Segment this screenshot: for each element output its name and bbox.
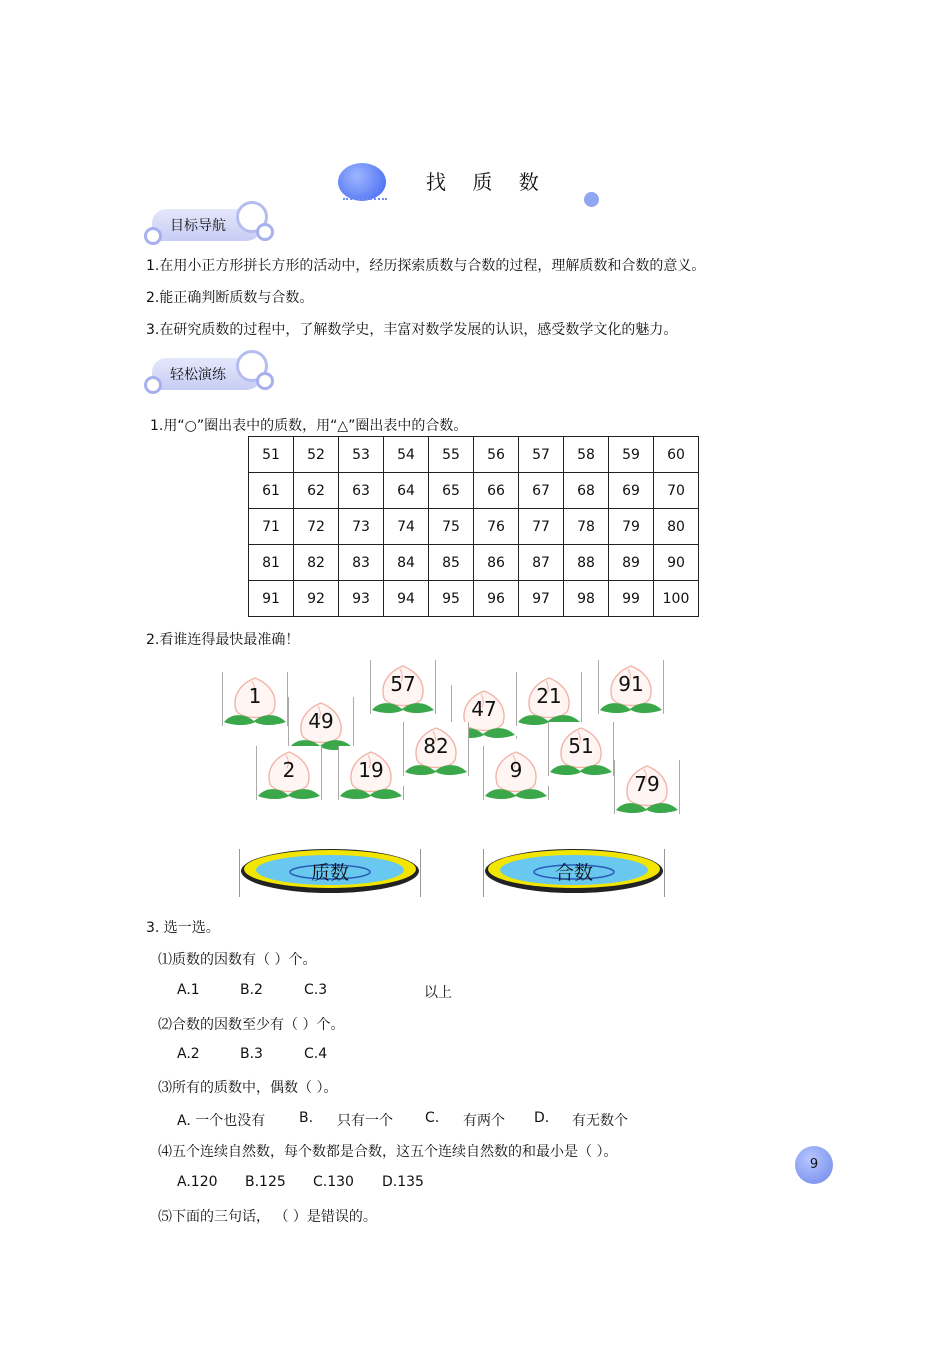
table-cell[interactable]: 59 — [609, 437, 654, 473]
table-cell[interactable]: 74 — [384, 509, 429, 545]
table-cell[interactable]: 56 — [474, 437, 519, 473]
section-label: 目标导航 — [170, 218, 226, 234]
plate-prime[interactable] — [239, 845, 421, 897]
section-label: 轻松演练 — [170, 367, 226, 383]
peach-number: 21 — [536, 684, 562, 708]
plate-label: 质数 — [310, 862, 349, 884]
title-decoration-dot — [584, 192, 599, 207]
peach-number: 57 — [390, 672, 416, 696]
peach-card[interactable] — [614, 760, 680, 824]
table-cell[interactable]: 83 — [339, 545, 384, 581]
option[interactable]: 有无数个 — [572, 1113, 628, 1129]
table-cell[interactable]: 79 — [609, 509, 654, 545]
option[interactable]: 只有一个 — [337, 1113, 393, 1129]
table-row — [249, 545, 699, 581]
option[interactable]: 有两个 — [463, 1113, 505, 1129]
plate-composite[interactable] — [483, 845, 665, 897]
sub-question-3: ⑶所有的质数中，偶数（ ）。 — [158, 1080, 338, 1096]
sub-question-1: ⑴质数的因数有（ ）个。 — [158, 952, 317, 968]
badge-ring — [144, 376, 162, 394]
title-decoration-blob — [338, 163, 386, 201]
table-cell[interactable]: 85 — [429, 545, 474, 581]
goal-line: 1.在用小正方形拼长方形的活动中，经历探索质数与合数的过程，理解质数和合数的意义。 — [146, 258, 706, 274]
option[interactable]: 以上 — [424, 985, 452, 1001]
sub-question-5: ⑸下面的三句话， （ ）是错误的。 — [158, 1209, 377, 1225]
table-cell[interactable]: 60 — [654, 437, 699, 473]
table-cell[interactable]: 75 — [429, 509, 474, 545]
plate-label: 合数 — [554, 862, 593, 884]
peach-number: 51 — [568, 734, 594, 758]
table-cell[interactable]: 55 — [429, 437, 474, 473]
option[interactable]: A. 一个也没有 — [177, 1113, 266, 1129]
table-cell[interactable]: 84 — [384, 545, 429, 581]
option[interactable]: B.125 — [245, 1174, 286, 1190]
table-cell[interactable]: 94 — [384, 581, 429, 617]
peach-card[interactable] — [256, 746, 322, 810]
table-cell[interactable]: 65 — [429, 473, 474, 509]
table-cell[interactable]: 81 — [249, 545, 294, 581]
table-cell[interactable]: 82 — [294, 545, 339, 581]
table-row — [249, 437, 699, 473]
table-cell[interactable]: 63 — [339, 473, 384, 509]
table-cell[interactable]: 100 — [654, 581, 699, 617]
table-cell[interactable]: 99 — [609, 581, 654, 617]
table-cell[interactable]: 92 — [294, 581, 339, 617]
table-cell[interactable]: 78 — [564, 509, 609, 545]
peach-card[interactable] — [483, 746, 549, 810]
table-cell[interactable]: 76 — [474, 509, 519, 545]
table-cell[interactable]: 57 — [519, 437, 564, 473]
table-cell[interactable]: 72 — [294, 509, 339, 545]
option[interactable]: A.1 — [177, 982, 200, 998]
table-cell[interactable]: 73 — [339, 509, 384, 545]
option[interactable]: C.130 — [313, 1174, 354, 1190]
peach-card[interactable] — [403, 722, 469, 786]
option[interactable]: B.2 — [240, 982, 263, 998]
table-cell[interactable]: 91 — [249, 581, 294, 617]
table-cell[interactable]: 80 — [654, 509, 699, 545]
section-badge-practice — [144, 350, 274, 396]
table-cell[interactable]: 95 — [429, 581, 474, 617]
table-cell[interactable]: 90 — [654, 545, 699, 581]
page-title: 找 质 数 — [426, 170, 549, 194]
table-cell[interactable]: 53 — [339, 437, 384, 473]
table-cell[interactable]: 88 — [564, 545, 609, 581]
section-badge-goals — [144, 201, 274, 247]
peach-number: 82 — [423, 734, 449, 758]
table-cell[interactable]: 52 — [294, 437, 339, 473]
option-letter[interactable]: C. — [425, 1110, 440, 1126]
goal-line: 3.在研究质数的过程中，了解数学史，丰富对数学发展的认识，感受数学文化的魅力。 — [146, 322, 678, 338]
table-cell[interactable]: 64 — [384, 473, 429, 509]
peach-number: 49 — [308, 709, 334, 733]
sub-question-2: ⑵合数的因数至少有（ ）个。 — [158, 1017, 345, 1033]
table-cell[interactable]: 67 — [519, 473, 564, 509]
peach-card[interactable] — [338, 746, 404, 810]
option[interactable]: A.2 — [177, 1046, 200, 1062]
table-cell[interactable]: 54 — [384, 437, 429, 473]
peach-number: 9 — [509, 758, 523, 782]
table-cell[interactable]: 66 — [474, 473, 519, 509]
table-cell[interactable]: 87 — [519, 545, 564, 581]
table-cell[interactable]: 98 — [564, 581, 609, 617]
table-cell[interactable]: 70 — [654, 473, 699, 509]
table-row — [249, 581, 699, 617]
peach-number: 47 — [471, 697, 497, 721]
peach-card[interactable] — [222, 672, 288, 736]
badge-ring — [144, 227, 162, 245]
number-table — [248, 436, 699, 617]
peach-number: 79 — [634, 772, 660, 796]
peach-number: 1 — [248, 684, 262, 708]
table-cell[interactable]: 71 — [249, 509, 294, 545]
option[interactable]: B.3 — [240, 1046, 263, 1062]
badge-ring — [256, 223, 274, 241]
peach-number: 2 — [282, 758, 296, 782]
badge-ring — [256, 372, 274, 390]
sub-question-4: ⑷五个连续自然数，每个数都是合数，这五个连续自然数的和最小是（ ）。 — [158, 1144, 618, 1160]
option-letter[interactable]: B. — [299, 1110, 314, 1126]
table-cell[interactable]: 89 — [609, 545, 654, 581]
goal-line: 2.能正确判断质数与合数。 — [146, 290, 314, 306]
table-cell[interactable]: 62 — [294, 473, 339, 509]
table-cell[interactable]: 93 — [339, 581, 384, 617]
table-cell[interactable]: 61 — [249, 473, 294, 509]
option[interactable]: C.4 — [304, 1046, 328, 1062]
table-cell[interactable]: 77 — [519, 509, 564, 545]
question-2-text: 2.看谁连得最快最准确！ — [146, 632, 300, 648]
peach-card[interactable] — [548, 722, 614, 786]
option[interactable]: C.3 — [304, 982, 328, 998]
table-row — [249, 473, 699, 509]
question-3-text: 3. 选一选。 — [146, 920, 220, 936]
peach-card[interactable] — [370, 660, 436, 724]
peach-number: 91 — [618, 672, 644, 696]
table-cell[interactable]: 51 — [249, 437, 294, 473]
peach-number: 19 — [358, 758, 384, 782]
table-cell[interactable]: 97 — [519, 581, 564, 617]
table-cell[interactable]: 96 — [474, 581, 519, 617]
table-row — [249, 509, 699, 545]
title-decoration-dots — [343, 198, 387, 204]
table-cell[interactable]: 69 — [609, 473, 654, 509]
option[interactable]: A.120 — [177, 1174, 218, 1190]
table-cell[interactable]: 86 — [474, 545, 519, 581]
option-letter[interactable]: D. — [534, 1110, 550, 1126]
table-cell[interactable]: 58 — [564, 437, 609, 473]
option[interactable]: D.135 — [382, 1174, 424, 1190]
page-number: 9 — [795, 1146, 833, 1184]
table-cell[interactable]: 68 — [564, 473, 609, 509]
question-1-text: 1.用“○”圈出表中的质数，用“△”圈出表中的合数。 — [150, 418, 468, 434]
peach-card[interactable] — [598, 660, 664, 724]
